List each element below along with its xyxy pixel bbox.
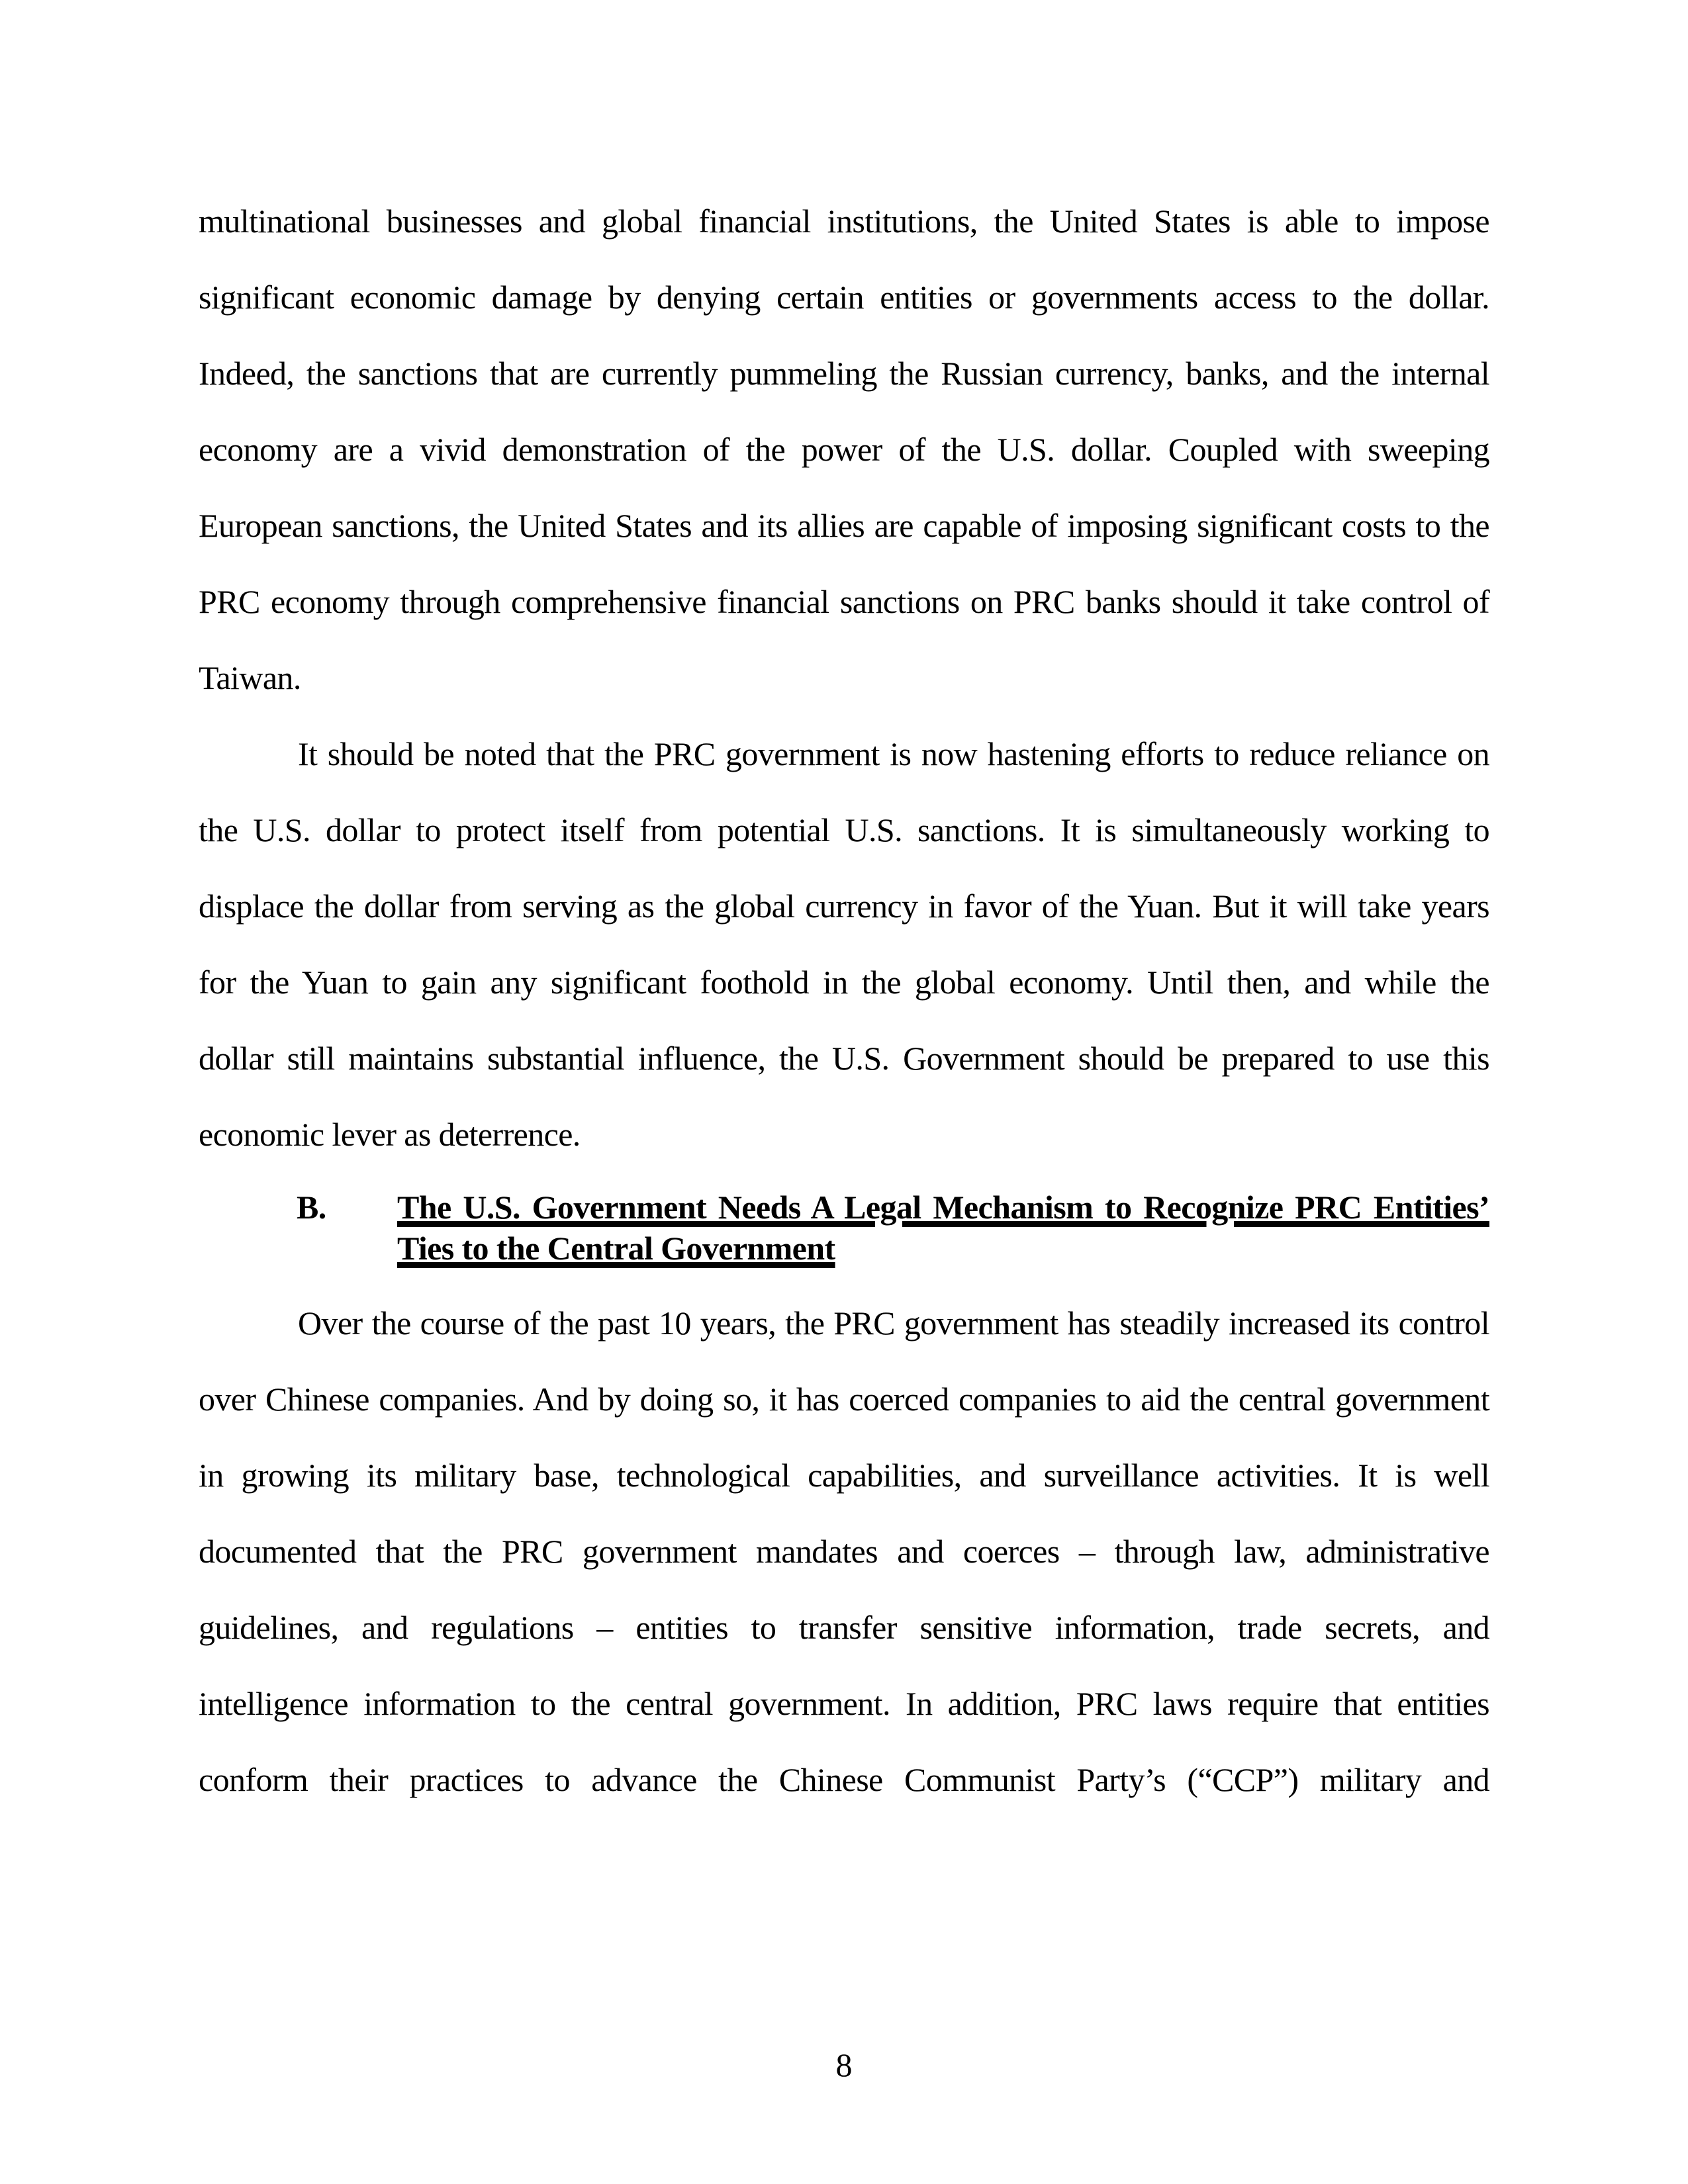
section-heading-b bbox=[199, 1187, 1489, 1269]
page-number: 8 bbox=[835, 2046, 853, 2083]
text-line: intelligence information to the central government. In addition, PRC laws require that entities bbox=[199, 1685, 1489, 1722]
body-text-block-1 bbox=[199, 183, 1489, 1173]
body-text-block-2 bbox=[199, 1285, 1489, 1818]
text-line: in growing its military base, technological capabilities, and surveillance activities. It is well bbox=[199, 1457, 1489, 1494]
heading-line bbox=[397, 1228, 1489, 1269]
text-line-paragraph-end: Taiwan. bbox=[199, 659, 301, 696]
text-line: multinational businesses and global financial institutions, the United States is able to impose bbox=[199, 203, 1489, 240]
text-line: economy are a vivid demonstration of the power of the U.S. dollar. Coupled with sweeping bbox=[199, 431, 1489, 468]
heading-underlined-text: Ties to the Central Government bbox=[397, 1230, 835, 1267]
text-line: guidelines, and regulations – entities to transfer sensitive information, trade secrets, and bbox=[199, 1609, 1489, 1646]
text-line: the U.S. dollar to protect itself from potential U.S. sanctions. It is simultaneously working to bbox=[199, 811, 1489, 848]
text-line: for the Yuan to gain any significant foothold in the global economy. Until then, and while the bbox=[199, 964, 1489, 1001]
text-line: PRC economy through comprehensive financial sanctions on PRC banks should it take control of bbox=[199, 583, 1489, 620]
heading-underlined-text: The U.S. Government Needs A Legal Mechanism to Recognize PRC Entities’ bbox=[397, 1189, 1489, 1226]
text-line-indented: It should be noted that the PRC government is now hastening efforts to reduce reliance on bbox=[298, 735, 1489, 772]
text-line-paragraph-end: economic lever as deterrence. bbox=[199, 1116, 581, 1153]
text-line: dollar still maintains substantial influence, the U.S. Government should be prepared to use this bbox=[199, 1040, 1489, 1077]
text-line: European sanctions, the United States and its allies are capable of imposing significant costs to the bbox=[199, 507, 1489, 544]
text-line: over Chinese companies. And by doing so, it has coerced companies to aid the central government bbox=[199, 1381, 1489, 1418]
heading-line bbox=[397, 1187, 1489, 1228]
text-line: significant economic damage by denying certain entities or governments access to the dollar. bbox=[199, 279, 1489, 316]
text-line: documented that the PRC government mandates and coerces – through law, administrative bbox=[199, 1533, 1489, 1570]
heading-text bbox=[397, 1187, 1489, 1269]
text-line: Indeed, the sanctions that are currently pummeling the Russian currency, banks, and the internal bbox=[199, 355, 1489, 392]
text-line-indented: Over the course of the past 10 years, the PRC government has steadily increased its control bbox=[298, 1304, 1489, 1342]
text-line: displace the dollar from serving as the global currency in favor of the Yuan. But it will take years bbox=[199, 887, 1489, 925]
text-line: conform their practices to advance the Chinese Communist Party’s (“CCP”) military and bbox=[199, 1761, 1489, 1798]
heading-marker: B. bbox=[297, 1189, 326, 1226]
